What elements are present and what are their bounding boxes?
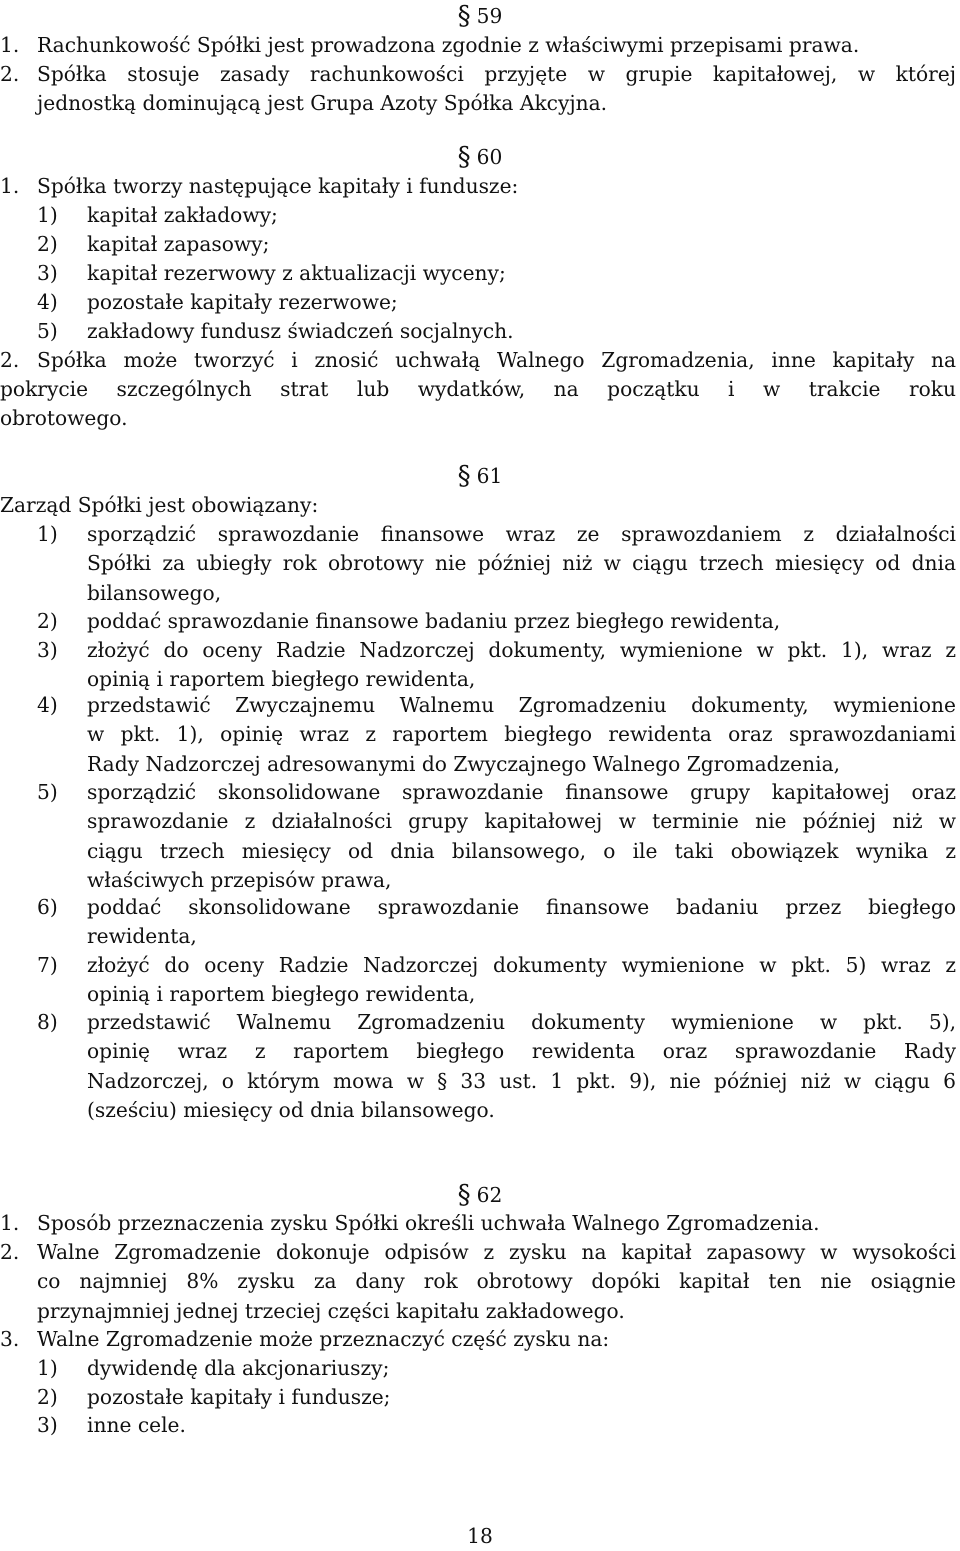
section-intro: Zarząd Spółki jest obowiązany: <box>0 493 319 517</box>
text-line: opinią i raportem biegłego rewidenta, <box>87 667 476 692</box>
paragraph-text: Spółka tworzy następujące kapitały i fundusze: <box>37 174 519 198</box>
list-number: 2) <box>37 609 58 633</box>
section-symbol: § <box>457 461 471 491</box>
list-text: dywidendę dla akcjonariuszy; <box>87 1356 390 1380</box>
section-number: 59 <box>476 4 503 28</box>
list-number: 7) <box>37 953 58 977</box>
text-line: obrotowego. <box>0 406 128 431</box>
text-line: bilansowego, <box>87 580 222 605</box>
text-line: złożyć do oceny Radzie Nadzorczej dokumenty, wymienione w pkt. 1), wraz z <box>87 638 956 662</box>
paragraph-number: 2. <box>0 348 20 372</box>
text-line: przynajmniej jednej trzeciej części kapitału zakładowego. <box>37 1298 625 1323</box>
section-symbol: § <box>457 142 471 172</box>
section-heading-60 <box>0 143 960 172</box>
text-line: opinię wraz z raportem biegłego rewidenta oraz sprawozdanie Rady <box>87 1039 956 1064</box>
list-text: inne cele. <box>87 1413 186 1437</box>
list-text <box>87 893 956 952</box>
list-number: 3) <box>37 261 58 285</box>
list-number: 4) <box>37 290 58 314</box>
paragraph-number: 2. <box>0 62 20 86</box>
list-number: 2) <box>37 232 58 256</box>
text-line: Spółka może tworzyć i znosić uchwałą Walnego Zgromadzenia, inne kapitały na <box>37 348 956 372</box>
list-text <box>87 607 956 636</box>
list-text: kapitał zapasowy; <box>87 232 270 256</box>
paragraph-text: Sposób przeznaczenia zysku Spółki określi uchwała Walnego Zgromadzenia. <box>37 1211 820 1235</box>
text-line: opinią i raportem biegłego rewidenta, <box>87 982 476 1007</box>
text-line: Walne Zgromadzenie dokonuje odpisów z zysku na kapitał zapasowy w wysokości <box>37 1240 956 1264</box>
list-text <box>87 636 956 695</box>
section-heading-61 <box>0 462 960 491</box>
paragraph-number: 3. <box>0 1327 20 1351</box>
paragraph-text <box>37 346 956 375</box>
list-number: 1) <box>37 522 58 546</box>
text-line: poddać sprawozdanie finansowe badaniu przez biegłego rewidenta, <box>87 609 781 633</box>
paragraph-text <box>37 1238 956 1326</box>
text-line: jednostką dominującą jest Grupa Azoty Spółka Akcyjna. <box>37 91 608 116</box>
text-line: Rady Nadzorczej adresowanymi do Zwyczajnego Walnego Zgromadzenia, <box>87 751 841 776</box>
list-number: 1) <box>37 203 58 227</box>
text-line: co najmniej 8% zysku za dany rok obrotowy dopóki kapitał ten nie osiągnie <box>37 1269 956 1294</box>
section-number: 61 <box>476 464 503 488</box>
list-text: pozostałe kapitały rezerwowe; <box>87 290 398 314</box>
text-line: pokrycie szczególnych strat lub wydatków, na początku i w trakcie roku <box>0 377 956 401</box>
list-number: 3) <box>37 1413 58 1437</box>
list-text: zakładowy fundusz świadczeń socjalnych. <box>87 319 514 343</box>
list-text <box>87 1008 956 1125</box>
text-line: rewidenta, <box>87 924 197 949</box>
list-number: 1) <box>37 1356 58 1380</box>
text-line: Spółki za ubiegły rok obrotowy nie później niż w ciągu trzech miesięcy od dnia <box>87 551 956 576</box>
section-number: 60 <box>476 145 503 169</box>
list-text <box>87 520 956 608</box>
paragraph-text: Walne Zgromadzenie może przeznaczyć część zysku na: <box>37 1327 610 1351</box>
list-number: 4) <box>37 693 58 717</box>
text-line: Nadzorczej, o którym mowa w § 33 ust. 1 pkt. 9), nie później niż w ciągu 6 <box>87 1068 956 1093</box>
list-number: 3) <box>37 638 58 662</box>
list-number: 5) <box>37 780 58 804</box>
text-line: ciągu trzech miesięcy od dnia bilansowego, o ile taki obowiązek wynika z <box>87 838 956 863</box>
text-line: sporządzić skonsolidowane sprawozdanie finansowe grupy kapitałowej oraz <box>87 780 956 804</box>
text-line: właściwych przepisów prawa, <box>87 867 392 892</box>
paragraph-number: 1. <box>0 174 20 198</box>
list-text <box>87 691 956 779</box>
paragraph-number: 1. <box>0 1211 20 1235</box>
section-symbol: § <box>457 1 471 31</box>
paragraph-number: 2. <box>0 1240 20 1264</box>
list-text: pozostałe kapitały i fundusze; <box>87 1385 391 1409</box>
text-line: Spółka stosuje zasady rachunkowości przyjęte w grupie kapitałowej, w której <box>37 62 956 86</box>
text-line: przedstawić Walnemu Zgromadzeniu dokumenty wymienione w pkt. 5), <box>87 1010 956 1034</box>
list-number: 5) <box>37 319 58 343</box>
page-number: 18 <box>467 1524 493 1548</box>
text-line: przedstawić Zwyczajnemu Walnemu Zgromadzeniu dokumenty, wymienione <box>87 693 956 717</box>
paragraph-number: 1. <box>0 33 20 57</box>
text-line: poddać skonsolidowane sprawozdanie finansowe badaniu przez biegłego <box>87 895 956 919</box>
paragraph-text <box>37 60 956 119</box>
section-symbol: § <box>457 1180 471 1210</box>
list-text: kapitał rezerwowy z aktualizacji wyceny; <box>87 261 506 285</box>
list-text <box>87 778 956 895</box>
text-line: sporządzić sprawozdanie finansowe wraz ze sprawozdaniem z działalności <box>87 522 956 546</box>
list-number: 8) <box>37 1010 58 1034</box>
list-text: kapitał zakładowy; <box>87 203 278 227</box>
list-number: 2) <box>37 1385 58 1409</box>
text-line: złożyć do oceny Radzie Nadzorczej dokumenty wymienione w pkt. 5) wraz z <box>87 953 956 977</box>
list-number: 6) <box>37 895 58 919</box>
section-heading-62 <box>0 1181 960 1210</box>
section-heading-59 <box>0 2 960 31</box>
list-text <box>87 951 956 1010</box>
text-line: w pkt. 1), opinię wraz z raportem biegłego rewidenta oraz sprawozdaniami <box>87 722 956 747</box>
paragraph-text: Rachunkowość Spółki jest prowadzona zgodnie z właściwymi przepisami prawa. <box>37 33 860 57</box>
text-line: sprawozdanie z działalności grupy kapitałowej w terminie nie później niż w <box>87 809 956 834</box>
section-number: 62 <box>476 1183 503 1207</box>
text-line: (sześciu) miesięcy od dnia bilansowego. <box>87 1097 495 1122</box>
paragraph-60-2-continuation <box>0 375 956 434</box>
